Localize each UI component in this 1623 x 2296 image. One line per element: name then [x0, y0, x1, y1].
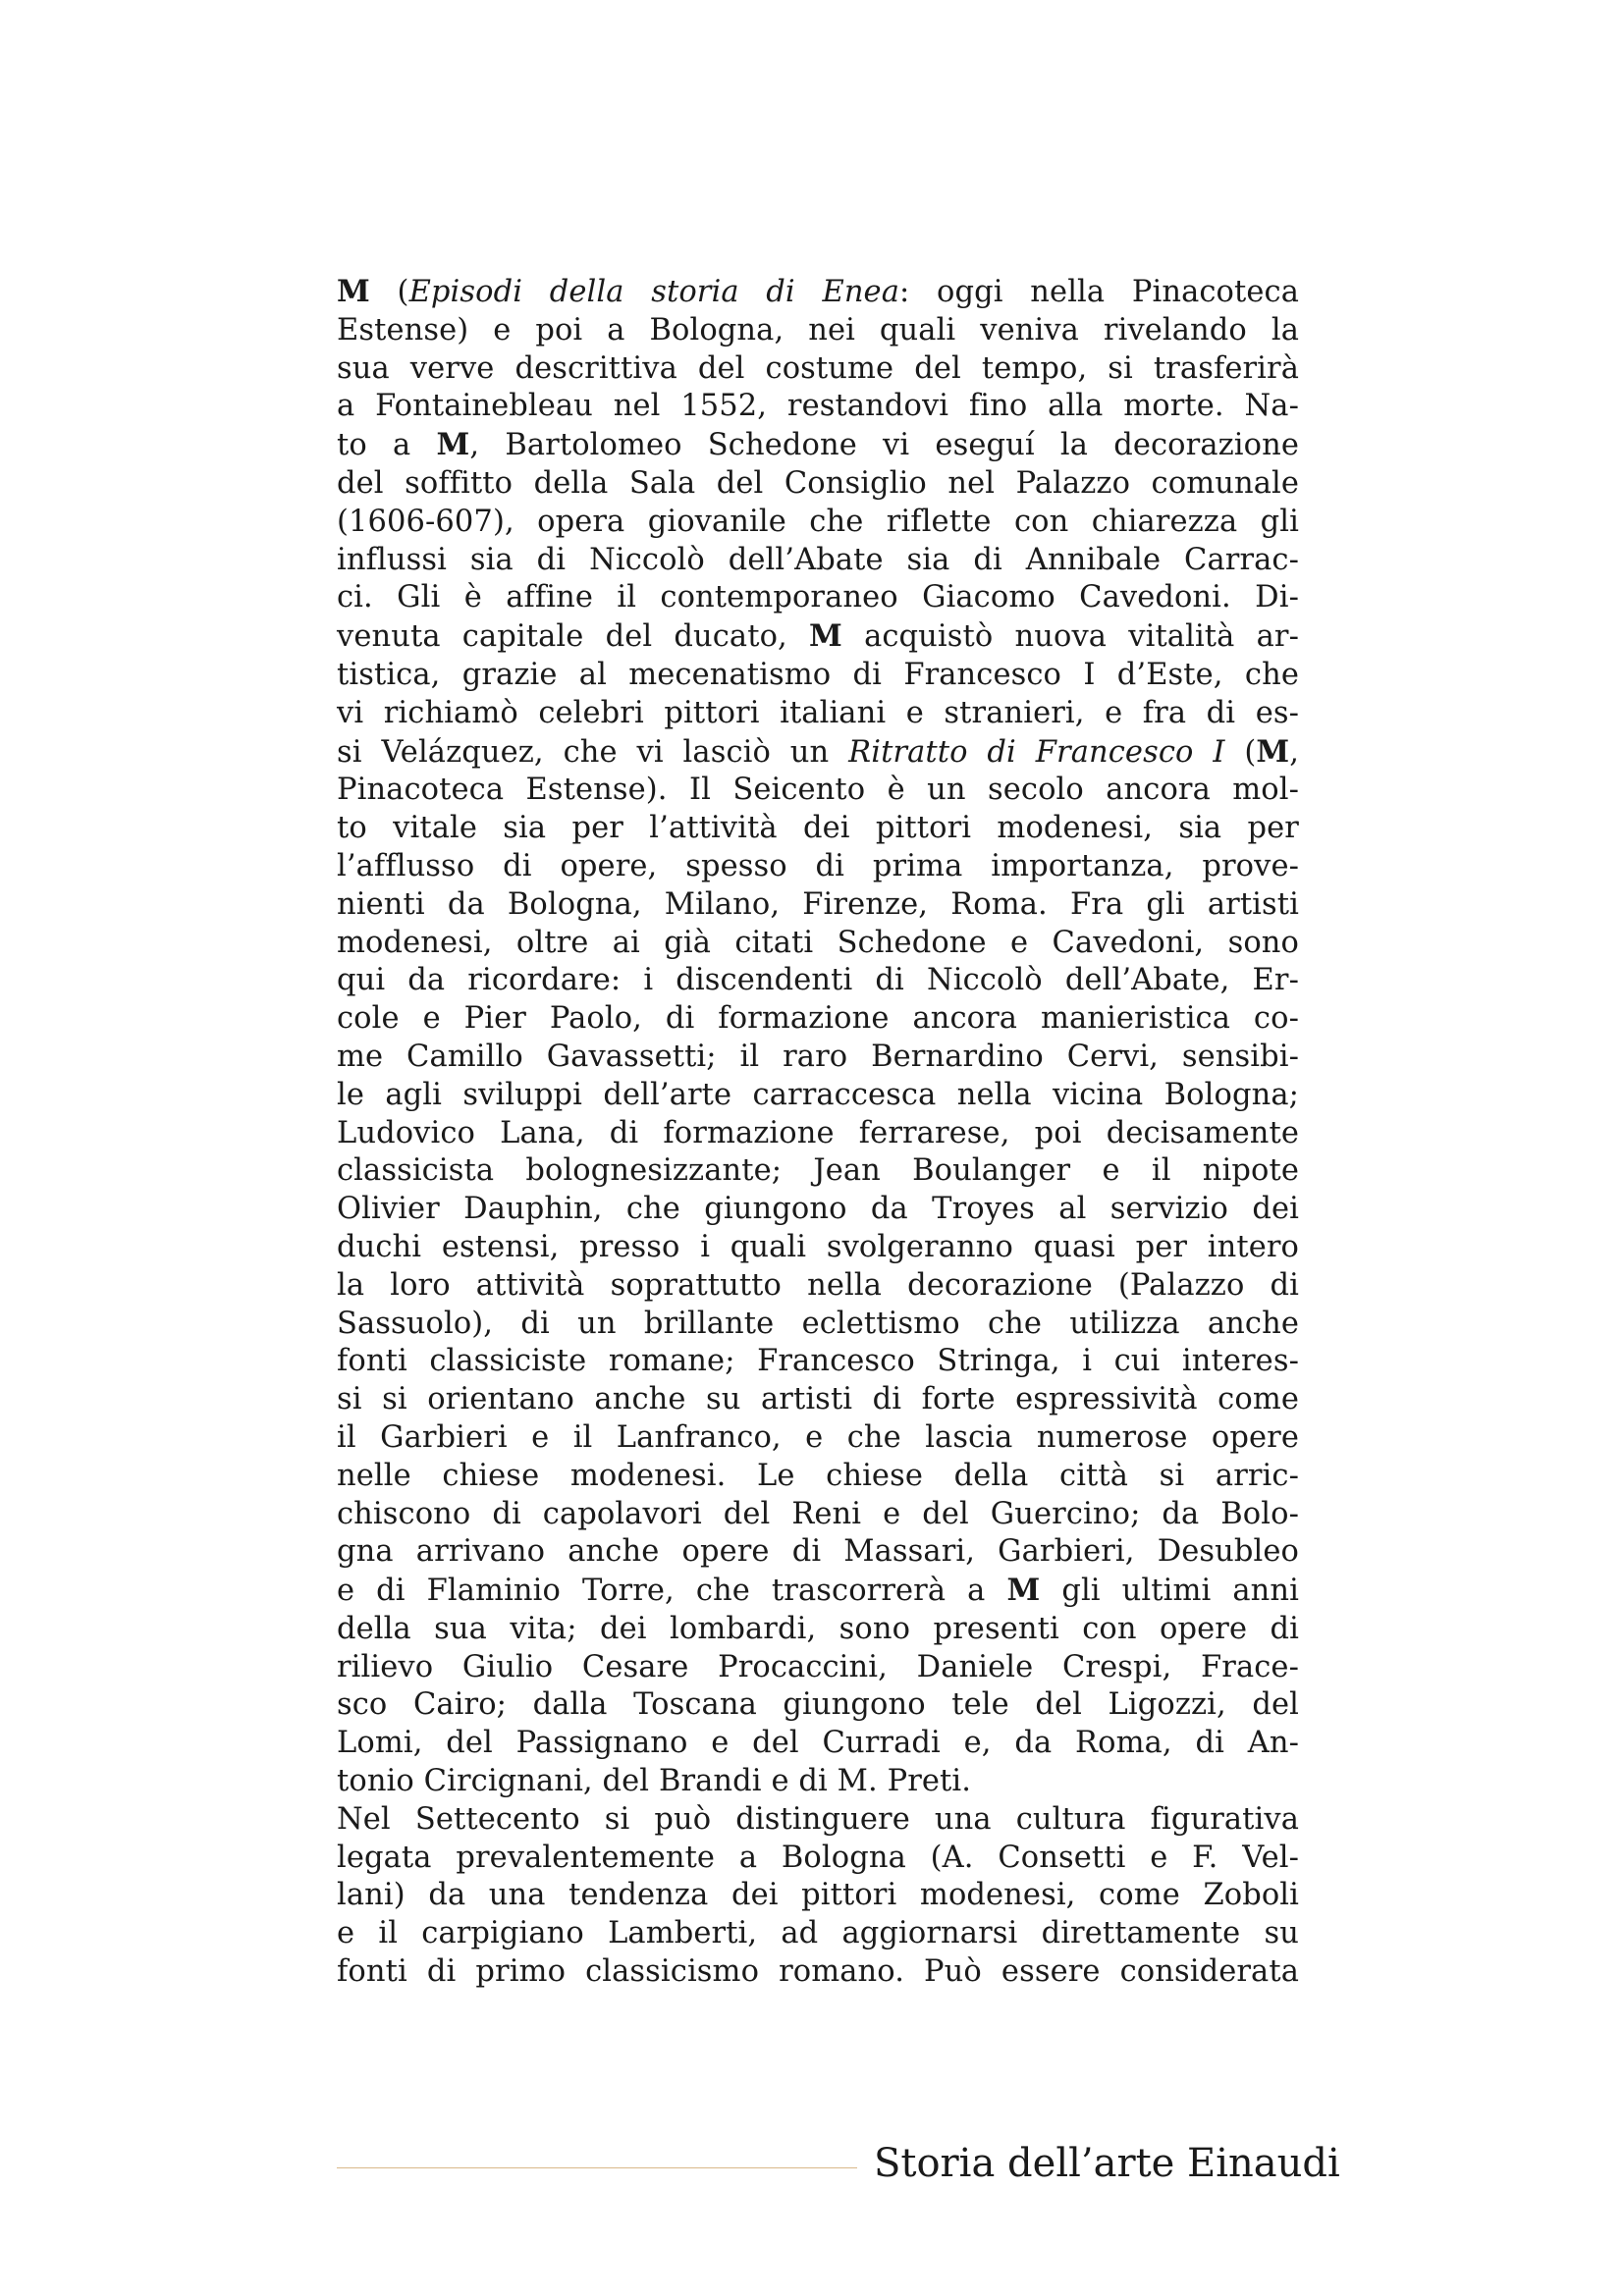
text-run: Lomi, del Passignano e del Curradi e, da Roma, di An- — [337, 1726, 1299, 1761]
artwork-title: Ritratto di Francesco I — [848, 734, 1225, 770]
text-line — [337, 1115, 1299, 1153]
text-line — [337, 1953, 1299, 1992]
text-run: nienti da Bologna, Milano, Firenze, Roma. Fra gli artisti — [337, 886, 1299, 922]
text-run: l’afflusso di opere, spesso di prima importanza, prove- — [337, 848, 1299, 883]
place-abbreviation: M — [436, 427, 470, 463]
text-run: Pinacoteca Estense). Il Seicento è un secolo ancora mol- — [337, 773, 1299, 808]
text-line — [337, 1191, 1299, 1229]
text-line — [337, 312, 1299, 350]
text-line — [337, 1039, 1299, 1077]
text-line — [337, 273, 1299, 312]
footer-rule — [337, 2167, 857, 2168]
text-line — [337, 1306, 1299, 1344]
text-run: fonti classiciste romane; Francesco Stringa, i cui interes- — [337, 1344, 1299, 1379]
text-run: (1606-607), opera giovanile che riflette con chiarezza gli — [337, 504, 1299, 539]
text-run: della sua vita; dei lombardi, sono presenti con opere di — [337, 1611, 1299, 1646]
text-run: me Camillo Gavassetti; il raro Bernardino Cervi, sensibi- — [337, 1039, 1299, 1074]
text-run: la loro attività soprattutto nella decorazione (Palazzo di — [337, 1267, 1299, 1303]
text-run: Nel Settecento si può distinguere una cultura figurativa — [337, 1801, 1299, 1837]
text-line — [337, 733, 1299, 773]
text-line — [337, 1572, 1299, 1611]
text-line — [337, 962, 1299, 1000]
text-line — [337, 504, 1299, 542]
text-line — [337, 1496, 1299, 1534]
text-run: sco Cairo; dalla Toscana giungono tele del Ligozzi, del — [337, 1687, 1299, 1723]
text-line — [337, 1763, 1299, 1801]
place-abbreviation: M — [1256, 733, 1290, 770]
text-line — [337, 1649, 1299, 1687]
text-run: si si orientano anche su artisti di forte espressività come — [337, 1382, 1299, 1417]
text-run: ( — [369, 275, 409, 309]
artwork-title: Episodi della storia di Enea — [408, 275, 899, 309]
text-run: si Velázquez, che vi lasciò un — [337, 734, 849, 770]
body-text — [337, 273, 1299, 1992]
text-run: tonio Circignani, del Brandi e di M. Preti. — [337, 1764, 972, 1799]
text-run: qui da ricordare: i discendenti di Niccolò dell’Abate, Er- — [337, 963, 1299, 998]
text-run: venuta capitale del ducato, — [337, 619, 810, 655]
text-line — [337, 657, 1299, 695]
text-line — [337, 1152, 1299, 1191]
text-run: tistica, grazie al mecenatismo di Francesco I d’Este, che — [337, 657, 1299, 692]
place-abbreviation: M — [337, 274, 370, 309]
text-line — [337, 1381, 1299, 1419]
text-run: Estense) e poi a Bologna, nei quali veniva rivelando la — [337, 312, 1299, 347]
text-line — [337, 848, 1299, 886]
text-run: Sassuolo), di un brillante eclettismo che utilizza anche — [337, 1306, 1299, 1341]
text-line — [337, 350, 1299, 389]
text-line — [337, 1840, 1299, 1878]
text-run: il Garbieri e il Lanfranco, e che lascia numerose opere — [337, 1419, 1299, 1455]
text-run: duchi estensi, presso i quali svolgeranno quasi per intero — [337, 1229, 1299, 1264]
text-run: to vitale sia per l’attività dei pittori modenesi, sia per — [337, 811, 1299, 846]
text-line — [337, 388, 1299, 426]
place-abbreviation: M — [809, 618, 842, 655]
text-run: chiscono di capolavori del Reni e del Guercino; da Bolo- — [337, 1496, 1299, 1531]
text-line — [337, 772, 1299, 810]
text-run: Olivier Dauphin, che giungono da Troyes al servizio dei — [337, 1192, 1299, 1227]
text-run: influssi sia di Niccolò dell’Abate sia di Annibale Carrac- — [337, 542, 1299, 577]
text-line — [337, 1419, 1299, 1458]
text-run: classicista bolognesizzante; Jean Boulanger e il nipote — [337, 1153, 1299, 1189]
text-run: gna arrivano anche opere di Massari, Garbieri, Desubleo — [337, 1534, 1299, 1570]
text-run: rilievo Giulio Cesare Procaccini, Daniele Crespi, Frace- — [337, 1649, 1299, 1684]
text-line — [337, 617, 1299, 657]
text-run: , Bartolomeo Schedone vi eseguí la decorazione — [469, 428, 1299, 463]
text-run: le agli sviluppi dell’arte carraccesca nella vicina Bologna; — [337, 1077, 1299, 1112]
text-run: nelle chiese modenesi. Le chiese della città si arric- — [337, 1458, 1299, 1493]
text-line — [337, 1611, 1299, 1649]
text-line — [337, 810, 1299, 848]
text-run: ci. Gli è affine il contemporaneo Giacomo Cavedoni. Di- — [337, 580, 1299, 615]
text-line — [337, 542, 1299, 580]
text-run: sua verve descrittiva del costume del tempo, si trasferirà — [337, 350, 1299, 386]
text-line — [337, 1877, 1299, 1915]
place-abbreviation: M — [1006, 1573, 1041, 1609]
text-run: lani) da una tendenza dei pittori modenesi, come Zoboli — [337, 1878, 1299, 1913]
text-run: : oggi nella Pinacoteca — [899, 275, 1299, 309]
text-run: cole e Pier Paolo, di formazione ancora manieristica co- — [337, 1001, 1299, 1037]
text-run: legata prevalentemente a Bologna (A. Consetti e F. Vel- — [337, 1840, 1299, 1875]
text-run: modenesi, oltre ai già citati Schedone e Cavedoni, sono — [337, 925, 1299, 960]
text-line — [337, 1725, 1299, 1763]
text-run: gli ultimi anni — [1040, 1574, 1299, 1609]
text-line — [337, 886, 1299, 925]
text-line — [337, 1229, 1299, 1267]
text-line — [337, 1801, 1299, 1840]
footer-title: Storia dell’arte Einaudi — [874, 2141, 1340, 2186]
text-run: vi richiamò celebri pittori italiani e stranieri, e fra di es- — [337, 695, 1299, 730]
text-run: ( — [1224, 734, 1257, 770]
text-run: e di Flaminio Torre, che trascorrerà a — [337, 1574, 1007, 1609]
text-line — [337, 579, 1299, 617]
text-run: to a — [337, 428, 437, 463]
text-run: fonti di primo classicismo romano. Può essere considerata — [337, 1954, 1299, 1990]
text-run: , — [1289, 734, 1299, 770]
text-line — [337, 1915, 1299, 1953]
text-run: a Fontainebleau nel 1552, restandovi fino alla morte. Na- — [337, 389, 1299, 424]
text-run: Ludovico Lana, di formazione ferrarese, poi decisamente — [337, 1115, 1299, 1150]
text-run: del soffitto della Sala del Consiglio nel Palazzo comunale — [337, 465, 1299, 501]
text-run: e il carpigiano Lamberti, ad aggiornarsi direttamente su — [337, 1916, 1299, 1951]
text-line — [337, 695, 1299, 733]
text-line — [337, 925, 1299, 963]
text-line — [337, 1000, 1299, 1039]
text-line — [337, 1533, 1299, 1572]
text-line — [337, 1458, 1299, 1496]
text-line — [337, 426, 1299, 465]
text-line — [337, 1686, 1299, 1725]
text-run: acquistò nuova vitalità ar- — [841, 619, 1299, 655]
text-line — [337, 1077, 1299, 1115]
text-line — [337, 1267, 1299, 1306]
text-line — [337, 465, 1299, 504]
text-line — [337, 1343, 1299, 1381]
